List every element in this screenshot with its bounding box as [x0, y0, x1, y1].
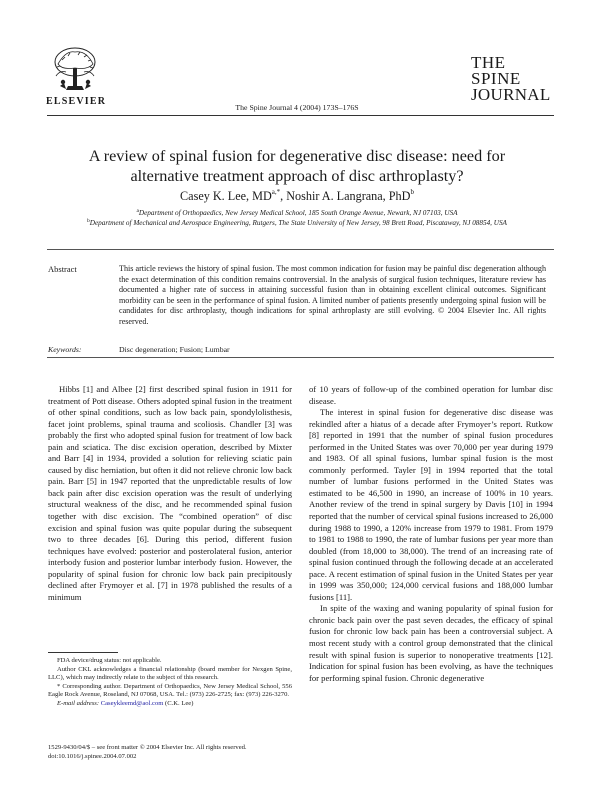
- body-paragraph: Hibbs [1] and Albee [2] first described spinal fusion in 1911 for treatment of Pott disease. Others adopted spinal fusion in the treatment of other spinal conditions, such as low back pain, spondylolisthesis, facet joint problems, spinal trauma and scoliosis. Chandler [3] was probably the first who adopted spinal fusion for treatment of low back pain and sciatica. The disc excision operation, described by Mixter and Barr [4] in 1934, provided a solution for relieving sciatic pain caused by disc herniation, but often it did not relieve chronic low back pain. Barr [5] in 1947 reported that the unpredictable results of low back pain after disc excision operation was the result of underlying structural weakness of the disc, and he recommended spinal fusion together with disc excision. The “combined operation” of disc excision and spinal fusion was quite popular during the subsequent two to three decades [6]. During this period, different fusion techniques have evolved: posterior and posterolateral fusion, anterior interbody fusion and posterior lumbar interbody fusion. However, the popularity of spinal fusion for chronic low back pain precipitously declined after Frymoyer et al. [7] in 1978 published the results of a minimum: [48, 384, 292, 602]
- body-paragraph: In spite of the waxing and waning popularity of spinal fusion for chronic back pain over the past seven decades, the efficacy of spinal fusion for chronic low back pain has been a controversial subject. A most recent study with a control group demonstrated that the clinical result with spinal fusion is superior to nonoperative treatments [12]. Indication for spinal fusion has been evolving, as have the techniques for performing spinal fusion. Chronic degenerative: [309, 603, 553, 683]
- publisher-wordmark: ELSEVIER: [46, 96, 107, 107]
- journal-citation: The Spine Journal 4 (2004) 173S–176S: [235, 103, 359, 112]
- journal-logo-line: SPINE: [471, 69, 521, 89]
- abstract-top-divider: [47, 249, 554, 250]
- affiliation-marker: a: [136, 208, 139, 214]
- affiliation-text: Department of Orthopaedics, New Jersey Medical School, 185 South Orange Avenue, Newark, NJ 07103, USA: [138, 209, 458, 217]
- email-suffix: (C.K. Lee): [163, 699, 194, 707]
- affiliation-text: Department of Mechanical and Aerospace Engineering, Rutgers, The State University of New Jersey, 98 Brett Road, Piscataway, NJ 08854, USA: [89, 219, 507, 227]
- issn-line: 1529-9430/04/$ – see front matter © 2004 Elsevier Inc. All rights reserved.: [48, 744, 247, 751]
- footnote: Author CKL acknowledges a financial relationship (board member for Nexgen Spine, LLC), which may indirectly relate to the subject of this research.: [48, 665, 292, 682]
- journal-logo-line: JOURNAL: [471, 85, 551, 105]
- body-paragraph: The interest in spinal fusion for degenerative disc disease was rekindled after a hiatus of a decade after Frymoyer’s report. Rutkow [8] reported in 1991 that the number of spinal fusion procedures performed in the United States was over 70,000 per year during 1979 and 1983. Of all spinal fusions, lumbar spinal fusion is the most commonly performed. Tayler [9] in 1994 reported that the total number of lumbar fusions performed in the United States was estimated to be 46,500 in 1990, an increase of 100% in 10 years. Another review of the trend in spinal surgery by Davis [10] in 1994 reported that the number of cervical spinal fusions increased to 26,000 during 1988 to 1990, a 120% increase from 1979 to 1981. From 1979 to 1981 to 1988 to 1990, the rate of lumbar fusions per year more than doubled (from 18,000 to 38,000). The trend of an increasing rate of spinal fusion continued through the following decade at an accelerated pace. A recent estimation of spinal fusion in the United States per year in 1999 was 350,000; 124,000 cervical fusions and 188,000 lumbar fusions [11].: [309, 407, 553, 602]
- author-name: Casey K. Lee, MD: [180, 189, 272, 203]
- article-title: A review of spinal fusion for degenerative disc disease: need for alternative treatment approach of disc arthroplasty?: [88, 147, 506, 185]
- keywords-heading: Keywords:: [48, 345, 82, 354]
- footnote: FDA device/drug status: not applicable.: [57, 657, 162, 664]
- abstract-heading: Abstract: [48, 264, 77, 274]
- body-paragraph: of 10 years of follow-up of the combined operation for lumbar disc disease.: [309, 384, 553, 406]
- author-affiliation-marker: a,*: [271, 188, 281, 196]
- body-column-left: [48, 384, 292, 603]
- journal-logo: [471, 55, 551, 103]
- author-affiliation-marker: b: [410, 188, 414, 196]
- footnote: * Corresponding author. Department of Orthopaedics, New Jersey Medical School, 556 Eagle Rock Avenue, Roseland, NJ 07068, USA. Tel.: (973) 226-2725; fax: (973) 226-3270.: [48, 682, 292, 699]
- email-link[interactable]: Caseykleemd@aol.com: [100, 699, 164, 707]
- header-divider: [47, 115, 554, 116]
- email-label: E-mail address:: [57, 699, 100, 707]
- footnote-divider: [48, 652, 118, 653]
- issn-block: [48, 744, 348, 761]
- doi-line: doi:10.1016/j.spinee.2004.07.002: [48, 752, 137, 760]
- author-name: Noshir A. Langrana, PhD: [286, 189, 411, 203]
- author-separator: ,: [280, 189, 287, 203]
- author-list: [0, 188, 594, 204]
- footnotes: [48, 657, 292, 709]
- abstract-body: This article reviews the history of spinal fusion. The most common indication for fusion may be painful disc degeneration although the exact determination of this condition remains controversial. In the analysis of surgical fusion techniques, literature review has documented a higher rate of success in attaining successful fusion than in obtaining excellent clinical outcomes. Significant morbidity can be seen in the performance of spinal fusion. A limited number of patients presently undergoing spinal fusion will be candidates for disc arthroplasty, though indications for spinal arthroplasty are still evolving. © 2004 Elsevier Inc. All rights reserved.: [119, 264, 546, 326]
- affiliation: [0, 208, 594, 217]
- abstract-bottom-divider: [47, 357, 554, 358]
- affiliation-marker: b: [87, 218, 90, 224]
- footnote-email: [48, 700, 292, 709]
- body-column-right: [309, 384, 553, 684]
- affiliation: [0, 218, 594, 227]
- journal-logo-line: THE: [471, 53, 506, 72]
- keywords-list: Disc degeneration; Fusion; Lumbar: [119, 345, 230, 354]
